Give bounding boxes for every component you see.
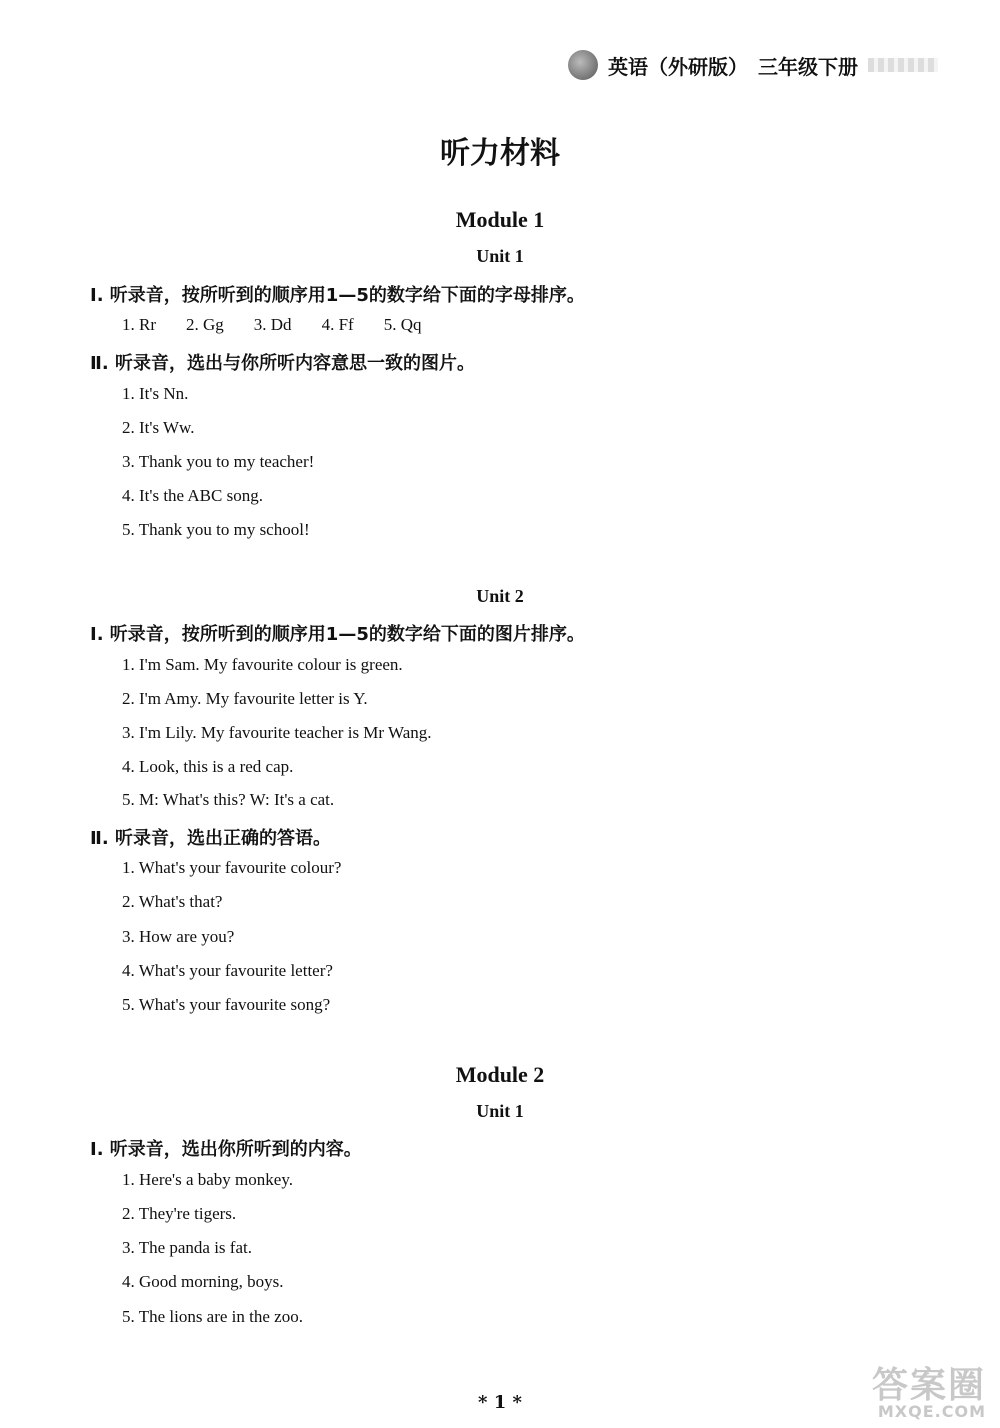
list-item: 3. I'm Lily. My favourite teacher is Mr Wang.: [122, 723, 432, 742]
list-item: 3. Thank you to my teacher!: [122, 452, 315, 471]
list-item: 5. M: What's this? W: It's a cat.: [122, 790, 335, 809]
list-item: 1. Here's a baby monkey.: [122, 1170, 293, 1189]
page-number: * 1 *: [478, 1392, 522, 1413]
list-item: 2. They're tigers.: [122, 1204, 237, 1223]
list-item: 3. Dd: [253, 315, 292, 334]
page-title: 听力材料: [440, 136, 560, 171]
list-item: 3. How are you?: [122, 927, 235, 946]
watermark-logo: 答案圈: [871, 1365, 986, 1406]
list-item: 5. Qq: [383, 315, 422, 334]
list-item: 5. Thank you to my school!: [122, 520, 310, 539]
m1u1-section-1-heading: Ⅰ. 听录音，按所听到的顺序用1—5的数字给下面的字母排序。: [90, 285, 585, 306]
module-2-unit-1-title: Unit 1: [476, 1101, 524, 1121]
module-2-title: Module 2: [455, 1062, 545, 1087]
m2u1-section-1-heading: Ⅰ. 听录音，选出你所听到的内容。: [90, 1139, 362, 1160]
list-item: 1. It's Nn.: [122, 384, 189, 403]
list-item: 2. It's Ww.: [122, 418, 195, 437]
list-item: 4. Good morning, boys.: [122, 1272, 284, 1291]
list-item: 3. The panda is fat.: [122, 1238, 252, 1257]
header-subject: 英语（外研版）: [608, 54, 748, 79]
book-logo-icon: [568, 50, 598, 80]
page-header: [568, 50, 938, 80]
module-1-title: Module 1: [455, 207, 545, 232]
list-item: 4. Look, this is a red cap.: [122, 757, 294, 776]
m1u1-section-1-letters: [122, 315, 421, 335]
watermark: [871, 1365, 986, 1421]
m1u1-section-2-heading: Ⅱ. 听录音，选出与你所听内容意思一致的图片。: [90, 353, 475, 374]
list-item: 5. What's your favourite song?: [122, 995, 331, 1014]
module-1-unit-1-title: Unit 1: [476, 246, 524, 266]
list-item: 2. Gg: [186, 315, 224, 334]
list-item: 4. It's the ABC song.: [122, 486, 263, 505]
list-item: 1. I'm Sam. My favourite colour is green.: [122, 655, 403, 674]
list-item: 1. What's your favourite colour?: [122, 858, 342, 877]
list-item: 2. What's that?: [122, 892, 223, 911]
m1u2-section-1-heading: Ⅰ. 听录音，按所听到的顺序用1—5的数字给下面的图片排序。: [90, 624, 585, 645]
list-item: 1. Rr: [122, 315, 156, 334]
list-item: 5. The lions are in the zoo.: [122, 1307, 303, 1326]
watermark-url: MXQE.COM: [877, 1402, 986, 1421]
header-decoration: [868, 58, 938, 72]
module-1-unit-2-title: Unit 2: [476, 586, 524, 606]
list-item: 4. Ff: [321, 315, 354, 334]
list-item: 2. I'm Amy. My favourite letter is Y.: [122, 689, 368, 708]
header-grade: 三年级下册: [758, 54, 858, 79]
m1u2-section-2-heading: Ⅱ. 听录音，选出正确的答语。: [90, 828, 331, 849]
list-item: 4. What's your favourite letter?: [122, 961, 333, 980]
